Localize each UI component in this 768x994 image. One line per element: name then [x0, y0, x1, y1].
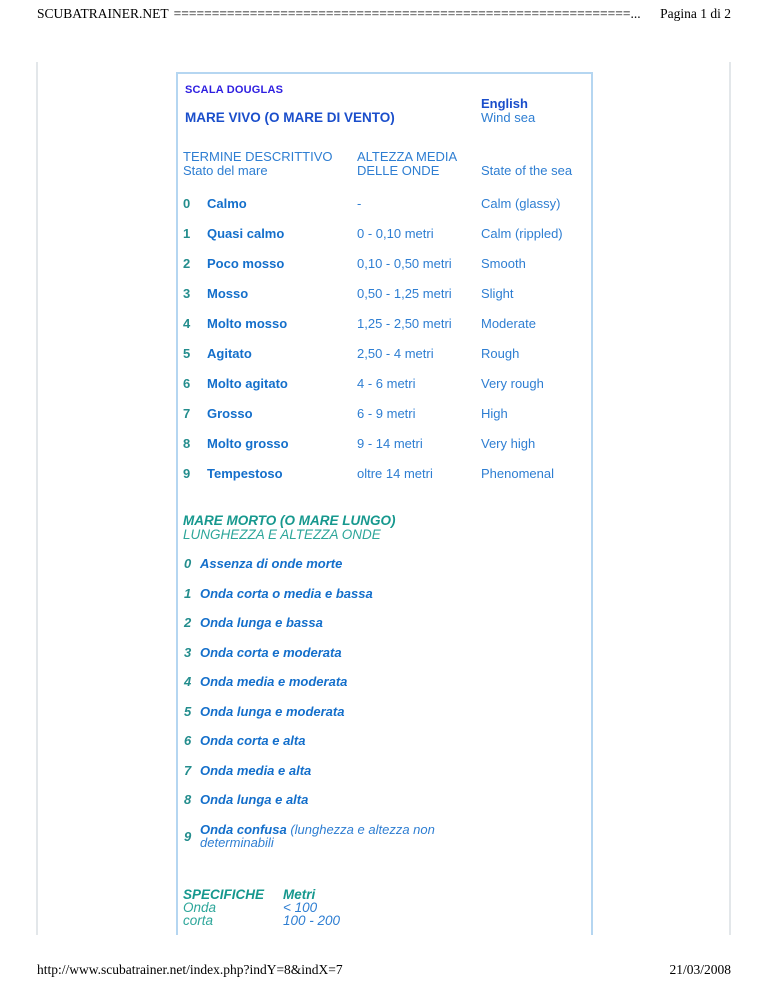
swell-heading-line1: MARE MORTO (O MARE LUNGO): [183, 513, 396, 528]
sea-state-height: 0 - 0,10 metri: [357, 226, 434, 241]
sea-state-code: 4: [183, 316, 191, 331]
sea-state-height: 6 - 9 metri: [357, 406, 416, 421]
list-item: [178, 557, 591, 587]
swell-term: Onda media e alta: [200, 762, 312, 778]
spec-value: < 100: [283, 899, 318, 915]
print-date: 21/03/2008: [669, 962, 731, 977]
list-item: [178, 764, 591, 794]
sea-state-code: 6: [183, 376, 191, 391]
swell-code: 3: [184, 644, 192, 660]
spec-unit-header: Metri: [283, 886, 316, 902]
swell-code: 7: [184, 762, 192, 778]
table-row: [178, 257, 591, 287]
sea-state-english: Phenomenal: [481, 466, 554, 481]
sea-state-code: 5: [183, 346, 191, 361]
swell-term: Onda media e moderata: [200, 674, 348, 689]
list-item: [178, 793, 591, 823]
table-row: [178, 347, 591, 377]
sea-state-english: Calm (glassy): [481, 196, 561, 211]
english-label-block: [481, 97, 535, 125]
swell-heading-line2: LUNGHEZZA E ALTEZZA ONDE: [183, 526, 381, 542]
list-item: [178, 705, 591, 735]
height-column-header: ALTEZZA MEDIA DELLE ONDE: [357, 149, 458, 178]
swell-term: Onda confusa: [200, 821, 287, 837]
sea-state-height: oltre 14 metri: [357, 466, 433, 481]
sea-state-english: Very rough: [481, 376, 544, 391]
swell-code: 8: [184, 792, 192, 807]
page-number: Pagina 1 di 2: [660, 6, 731, 21]
sea-state-english: Calm (rippled): [481, 226, 563, 241]
swell-code: 9: [184, 828, 192, 844]
print-header: [37, 6, 731, 22]
swell-term: Onda lunga e moderata: [200, 703, 345, 719]
sea-state-code: 9: [183, 466, 191, 481]
state-column-header: State of the sea: [481, 162, 573, 178]
sea-state-code: 7: [183, 406, 191, 421]
sea-state-term: Molto agitato: [207, 376, 288, 391]
table-row: [178, 437, 591, 467]
source-url: http://www.scubatrainer.net/index.php?indY=8&indX=7: [37, 962, 343, 977]
swell-code: 0: [184, 556, 192, 571]
list-item: [178, 587, 591, 617]
sea-state-english: Very high: [481, 436, 536, 451]
swell-code: 1: [184, 585, 192, 601]
sea-state-term: Poco mosso: [207, 256, 285, 271]
sea-state-code: 1: [183, 226, 191, 241]
list-item: [178, 823, 591, 850]
sea-state-height: 0,50 - 1,25 metri: [357, 286, 452, 301]
sea-state-english: Rough: [481, 346, 520, 361]
sea-state-height: 4 - 6 metri: [357, 376, 416, 391]
table-column-headers: [178, 150, 591, 177]
sea-state-code: 3: [183, 286, 191, 301]
list-item: [178, 734, 591, 764]
table-row: [178, 377, 591, 407]
wind-sea-table: [178, 197, 591, 497]
table-row: [178, 227, 591, 257]
sea-state-term: Quasi calmo: [207, 226, 285, 241]
spec-label: Onda: [183, 899, 217, 915]
spec-row: [183, 914, 591, 927]
sea-state-english: High: [481, 406, 508, 421]
sea-state-term: Agitato: [207, 346, 252, 361]
sea-state-english: Slight: [481, 286, 514, 301]
douglas-scale-panel: [176, 72, 593, 935]
sea-state-term: Grosso: [207, 406, 253, 421]
swell-term: Onda lunga e alta: [200, 792, 309, 807]
swell-code: 5: [184, 703, 192, 719]
sea-state-height: 2,50 - 4 metri: [357, 346, 434, 361]
sea-state-english: Smooth: [481, 256, 526, 271]
sea-state-height: 1,25 - 2,50 metri: [357, 316, 452, 331]
spec-row: [183, 901, 591, 914]
page-frame-left: [36, 62, 38, 935]
sea-state-term: Tempestoso: [207, 466, 283, 481]
spec-header-row: [183, 888, 591, 901]
swell-code: 4: [184, 674, 192, 689]
swell-term: Assenza di onde morte: [200, 556, 343, 571]
print-header-title: [37, 6, 641, 22]
sea-state-term: Molto mosso: [207, 316, 288, 331]
swell-code: 2: [184, 615, 192, 630]
list-item: [178, 646, 591, 676]
list-item: [178, 675, 591, 705]
swell-list: [178, 557, 591, 850]
title-separator: ============================================================...: [173, 6, 641, 21]
spec-value: 100 - 200: [283, 912, 341, 928]
swell-term-wrapped: [200, 823, 462, 850]
swell-section-heading: [183, 514, 591, 541]
swell-term-note: (lunghezza e altezza non determinabili: [200, 821, 435, 850]
list-item: [178, 616, 591, 646]
site-name: SCUBATRAINER.NET: [37, 6, 169, 21]
sea-state-code: 2: [183, 256, 191, 271]
table-row: [178, 287, 591, 317]
sea-state-term: Calmo: [207, 196, 247, 211]
sea-state-code: 8: [183, 436, 191, 451]
swell-term: Onda corta e moderata: [200, 644, 342, 660]
sea-state-height: -: [357, 196, 362, 211]
swell-code: 6: [184, 733, 192, 748]
swell-term: Onda corta e alta: [200, 733, 306, 748]
term-column-header: TERMINE DESCRITTIVO Stato del mare: [183, 149, 333, 178]
wind-sea-heading: MARE VIVO (O MARE DI VENTO): [185, 110, 395, 125]
swell-term: Onda corta o media e bassa: [200, 585, 373, 601]
table-row: [178, 197, 591, 227]
sea-state-height: 0,10 - 0,50 metri: [357, 256, 452, 271]
sea-state-code: 0: [183, 196, 191, 211]
spec-label: corta: [183, 912, 214, 928]
swell-term: Onda lunga e bassa: [200, 615, 323, 630]
print-footer: [37, 962, 731, 978]
page-frame-right: [729, 62, 731, 935]
table-row: [178, 407, 591, 437]
wind-sea-heading-block: [178, 97, 591, 125]
sea-state-height: 9 - 14 metri: [357, 436, 423, 451]
english-label: English: [481, 96, 528, 111]
document-title: SCALA DOUGLAS: [185, 84, 284, 96]
table-row: [178, 467, 591, 497]
spec-label-header: SPECIFICHE: [183, 886, 265, 902]
specifications-block: [183, 888, 591, 928]
english-sublabel: Wind sea: [481, 110, 536, 125]
table-row: [178, 317, 591, 347]
sea-state-english: Moderate: [481, 316, 536, 331]
sea-state-term: Molto grosso: [207, 436, 289, 451]
sea-state-term: Mosso: [207, 286, 249, 301]
